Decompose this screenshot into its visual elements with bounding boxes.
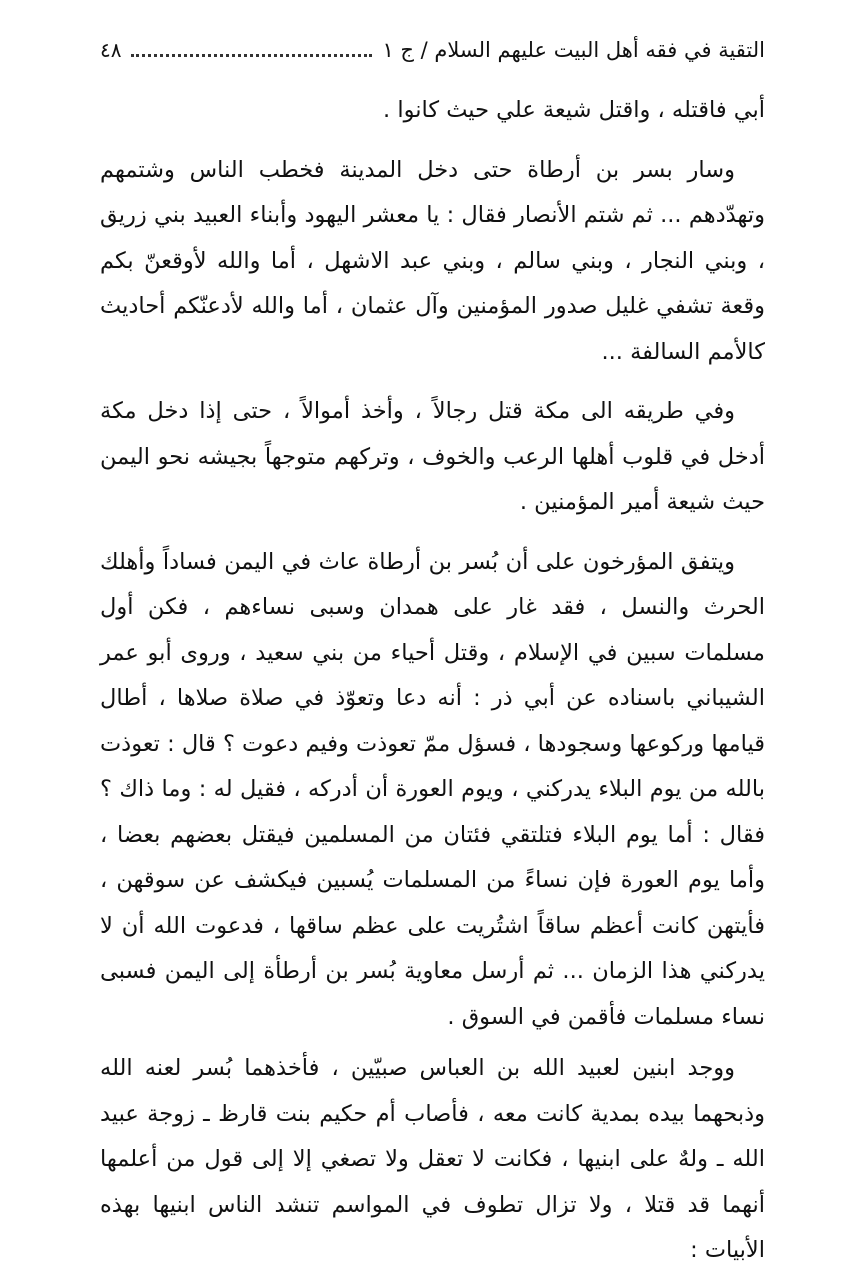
paragraph-1: أبي فاقتله ، واقتل شيعة علي حيث كانوا . [383,97,765,123]
header-dot-leader [131,54,372,57]
running-header [100,30,765,70]
page-number: ٤٨ [100,38,122,62]
paragraph-5: ووجد ابنين لعبيد الله بن العباس صبيّين ، فأخذهما بُسر لعنه الله وذبحهما بيده بمدية كانت معه ، فأصاب أم حكيم بنت قارظ ـ زوجة عبيد الله ـ ولهٌ على ابنيها ، فكانت لا تعقل ولا تصغي إلا إلى قول من أعلمها أنهما قد قتلا ، ولا تزال تطوف في المواسم تنشد الناس ابنيها بهذه الأبيات : [100,1055,765,1263]
paragraph-2: وسار بسر بن أرطاة حتى دخل المدينة فخطب الناس وشتمهم وتهدّدهم ... ثم شتم الأنصار فقال : يا معشر اليهود وأبناء العبيد بني زريق ، وبني النجار ، وبني سالم ، وبني عبد الاشهل ، أما والله لأوقعنّ بكم وقعة تشفي غليل صدور المؤمنين وآل عثمان ، أما والله لأدعنّكم أحاديث كالأمم السالفة ... [100,156,765,365]
paragraph-3: وفي طريقه الى مكة قتل رجالاً ، وأخذ أموالاً ، حتى إذا دخل مكة أدخل في قلوب أهلها الرعب والخوف ، وتركهم متوجهاً بجيشه نحو اليمن حيث شيعة أمير المؤمنين . [100,398,765,515]
book-title: التقية في فقه أهل البيت عليهم السلام / ج ١ [382,38,765,62]
paragraph-4: ويتفق المؤرخون على أن بُسر بن أرطاة عاث في اليمن فساداً وأهلك الحرث والنسل ، فقد غار على همدان وسبى نساءهم ، فكن أول مسلمات سبين في الإسلام ، وقتل أحياء من بني سعيد ، وروى أبو عمر الشيباني باسناده عن أبي ذر : أنه دعا وتعوّذ في صلاة صلاها ، أطال قيامها وركوعها وسجودها ، فسؤل ممّ تعوذت وفيم دعوت ؟ قال : تعوذت بالله من يوم البلاء يدركني ، ويوم العورة أن أدركه ، فقيل له : وما ذاك ؟ فقال : أما يوم البلاء فتلتقي فئتان من المسلمين فيقتل بعضهم بعضا ، وأما يوم العورة فإن نساءً من المسلمات يُسبين فيكشف عن سوقهن ، فأيتهن كانت أعظم ساقاً اشتُريت على عظم ساقها ، فدعوت الله أن لا يدركني هذا الزمان ... ثم أرسل معاوية بُسر بن أرطأة إلى اليمن فسبى نساء مسلمات فأقمن في السوق . [100,548,765,1030]
body-text [100,88,765,1274]
